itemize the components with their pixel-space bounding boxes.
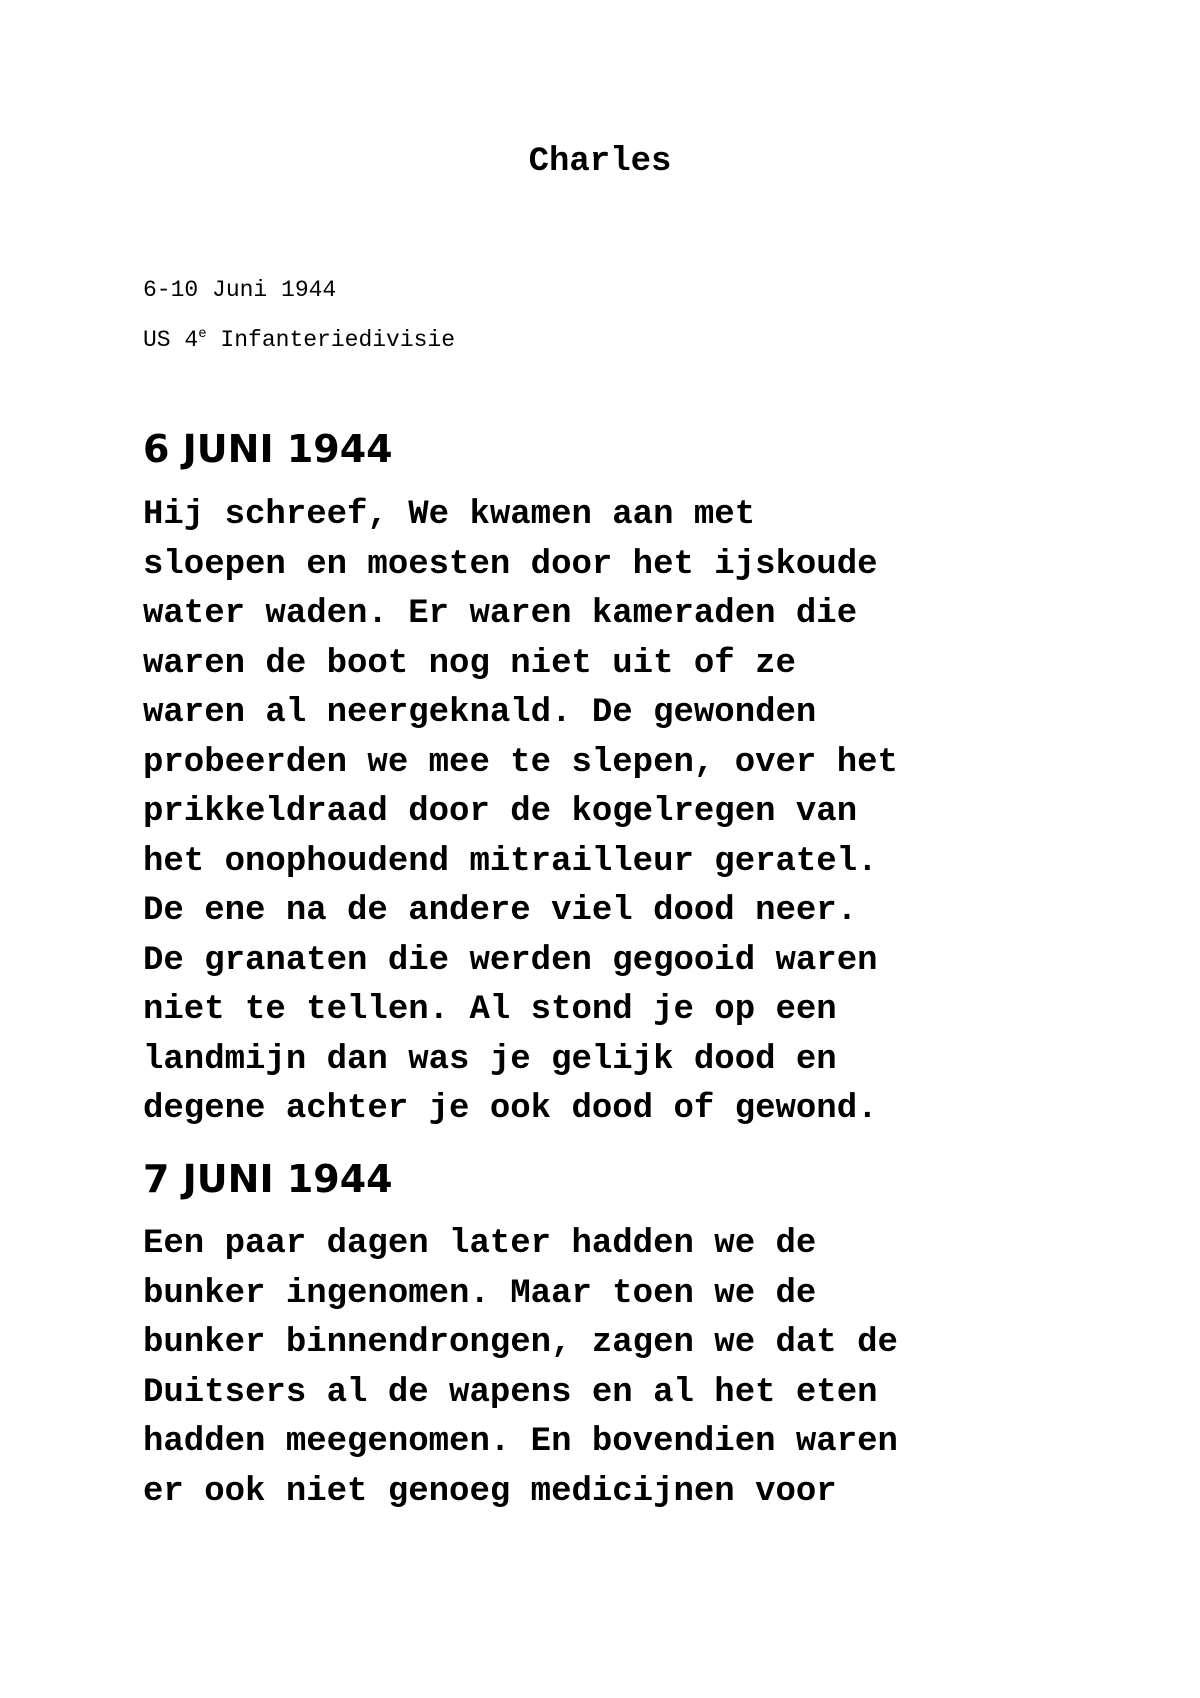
body-line: landmijn dan was je gelijk dood en: [143, 1040, 837, 1079]
body-line: water waden. Er waren kameraden die: [143, 595, 858, 633]
unit-line: [143, 326, 455, 354]
body-line: niet te tellen. Al stond je op een: [143, 991, 837, 1029]
document-title: Charles: [528, 143, 672, 181]
section-heading-june-7: 7 JUNI 1944: [143, 1157, 393, 1201]
body-line: sloepen en moesten door het ijskoude: [143, 545, 878, 584]
body-line: Hij schreef, We kwamen aan met: [143, 496, 756, 534]
date-range: 6-10 Juni 1944: [143, 277, 337, 303]
body-line: het onophoudend mitrailleur geratel.: [143, 842, 878, 881]
body-line: prikkeldraad door de kogelregen van: [143, 793, 858, 831]
body-line: bunker binnendrongen, zagen we dat de: [143, 1324, 898, 1362]
body-line: Een paar dagen later hadden we de: [143, 1225, 817, 1263]
unit-superscript: e: [198, 326, 207, 342]
body-line: degene achter je ook dood of gewond.: [143, 1090, 878, 1128]
body-line: De granaten die werden gegooid waren: [143, 941, 878, 980]
unit-prefix: US 4: [143, 327, 199, 353]
unit-suffix: Infanteriedivisie: [206, 327, 456, 353]
section-body-june-6: [143, 491, 1143, 1135]
body-line: Duitsers al de wapens en al het eten: [143, 1373, 878, 1412]
body-line: waren de boot nog niet uit of ze: [143, 644, 796, 683]
body-line: hadden meegenomen. En bovendien waren: [143, 1423, 898, 1461]
body-line: waren al neergeknald. De gewonden: [143, 694, 817, 732]
body-line: bunker ingenomen. Maar toen we de: [143, 1274, 817, 1313]
body-line: probeerden we mee te slepen, over het: [143, 743, 898, 782]
body-line: De ene na de andere viel dood neer.: [143, 892, 858, 930]
body-line: er ook niet genoeg medicijnen voor: [143, 1472, 837, 1511]
section-body-june-7: [143, 1220, 1143, 1517]
section-heading-june-6: 6 JUNI 1944: [143, 427, 393, 471]
